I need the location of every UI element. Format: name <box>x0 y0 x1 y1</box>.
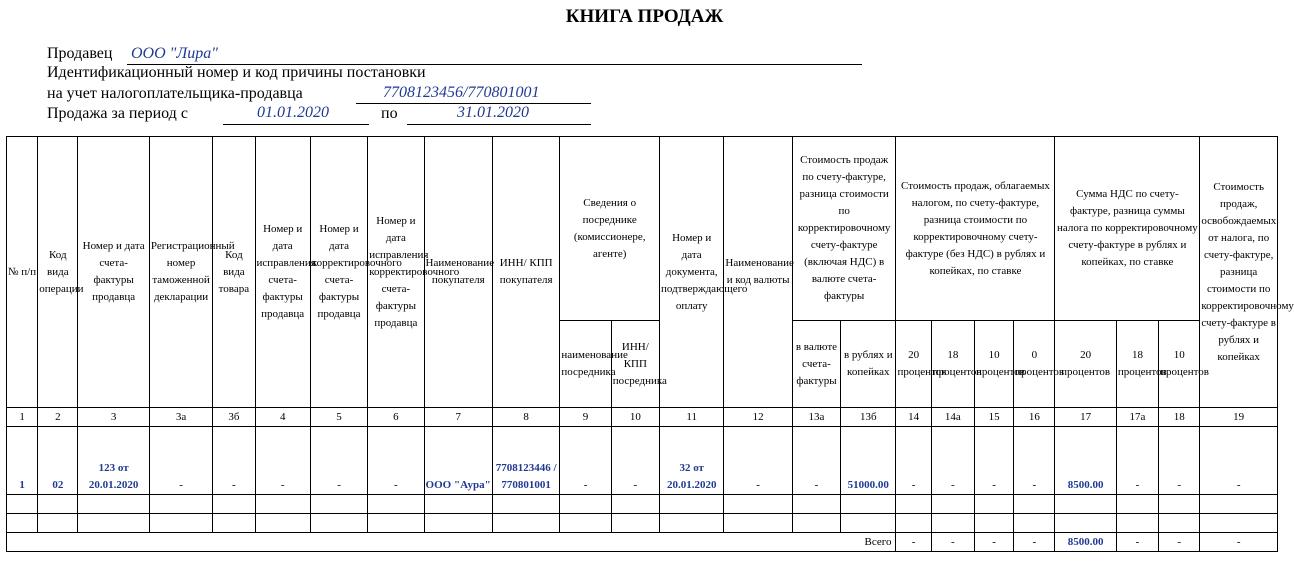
period-to-underline <box>407 124 591 125</box>
column-number: 3б <box>213 408 255 427</box>
column-number: 3а <box>149 408 212 427</box>
cell-vat-18: - <box>1116 427 1158 495</box>
column-number: 16 <box>1014 408 1055 427</box>
empty-row <box>7 514 1278 533</box>
period-to: 31.01.2020 <box>457 104 529 121</box>
column-number: 17 <box>1055 408 1116 427</box>
column-number: 13а <box>792 408 840 427</box>
cell-number: 1 <box>7 427 38 495</box>
header-cell: Стоимость продаж, облагаемых налогом, по счету-фактуре, разница стоимости по корректировочному счету-фактуре (без НДС) в рублях и копейках, по ставке <box>896 137 1055 321</box>
table-row <box>7 427 1278 495</box>
total-taxable-20: - <box>896 533 931 552</box>
document-title: КНИГА ПРОДАЖ <box>565 6 724 27</box>
column-number: 9 <box>560 408 611 427</box>
column-number: 2 <box>38 408 78 427</box>
header-cell: ИНН/ КПП покупателя <box>492 137 559 408</box>
cell-taxable-10: - <box>974 427 1013 495</box>
column-number: 11 <box>660 408 724 427</box>
column-number-row <box>7 408 1278 427</box>
cell-buyer-inn-kpp: 7708123446 / 770801001 <box>492 427 559 495</box>
header-cell: 18 процентов <box>1116 321 1158 408</box>
header-cell: Стоимость продаж, освобождаемых от налога, по счету-фактуре, разница стоимости по корректировочному счету-фактуре в рублях и копейках <box>1200 137 1278 408</box>
cell-intermediary-name: - <box>560 427 611 495</box>
cell-goods-code: - <box>213 427 255 495</box>
cell-invoice-correction: - <box>255 427 310 495</box>
header-row-top <box>7 137 1278 321</box>
header-cell: Номер и дата исправления счета-фактуры продавца <box>255 137 310 408</box>
header-cell: в рублях и копейках <box>841 321 896 408</box>
period-from-underline <box>223 124 369 125</box>
header-cell: Код вида операции <box>38 137 78 408</box>
id-label-line2: на учет налогоплательщика-продавца <box>47 85 303 102</box>
header-cell: Регистрационный номер таможенной декларации <box>149 137 212 408</box>
sales-ledger-table <box>6 136 1294 552</box>
total-taxable-10: - <box>974 533 1013 552</box>
column-number: 5 <box>310 408 367 427</box>
header-cell: Номер и дата счета-фактуры продавца <box>78 137 149 408</box>
column-number: 18 <box>1159 408 1200 427</box>
seller-value: ООО "Лира" <box>131 45 218 62</box>
header-cell: Номер и дата документа, подтверждающего оплату <box>660 137 724 408</box>
cell-vat-10: - <box>1159 427 1200 495</box>
cell-exempt: - <box>1200 427 1278 495</box>
empty-row <box>7 495 1278 514</box>
column-number: 14 <box>896 408 931 427</box>
column-number: 4 <box>255 408 310 427</box>
column-number: 13б <box>841 408 896 427</box>
column-number: 19 <box>1200 408 1278 427</box>
column-number: 14а <box>931 408 974 427</box>
total-vat-18: - <box>1116 533 1158 552</box>
cell-taxable-20: - <box>896 427 931 495</box>
column-number: 7 <box>424 408 492 427</box>
header-cell: ИНН/ КПП посредника <box>611 321 659 408</box>
column-number: 15 <box>974 408 1013 427</box>
cell-operation-code: 02 <box>38 427 78 495</box>
total-label: Всего <box>7 533 896 552</box>
header-cell: 20 процентов <box>1055 321 1116 408</box>
total-taxable-18: - <box>931 533 974 552</box>
header-cell: 18 процентов <box>931 321 974 408</box>
header-cell: Сведения о посреднике (комиссионере, агенте) <box>560 137 660 321</box>
cell-amount-currency: - <box>792 427 840 495</box>
header-cell: 10 процентов <box>1159 321 1200 408</box>
header-cell: в валюте счета-фактуры <box>792 321 840 408</box>
cell-vat-20: 8500.00 <box>1055 427 1116 495</box>
column-number: 6 <box>368 408 424 427</box>
header-cell: Наименование и код валюты <box>724 137 792 408</box>
period-from: 01.01.2020 <box>257 104 329 121</box>
header-cell: Сумма НДС по счету-фактуре, разница суммы налога по корректировочному счету-фактуре в рублях и копейках, по ставке <box>1055 137 1200 321</box>
column-number: 17а <box>1116 408 1158 427</box>
cell-payment-document: 32 от 20.01.2020 <box>660 427 724 495</box>
id-label-line1: Идентификационный номер и код причины постановки <box>47 64 426 81</box>
header-cell: Наименование покупателя <box>424 137 492 408</box>
cell-taxable-0: - <box>1014 427 1055 495</box>
header-cell: Номер и дата корректировочного счета-фактуры продавца <box>310 137 367 408</box>
cell-amount-rub: 51000.00 <box>841 427 896 495</box>
cell-invoice: 123 от 20.01.2020 <box>78 427 149 495</box>
column-number: 1 <box>7 408 38 427</box>
cell-adjustment-invoice: - <box>310 427 367 495</box>
header-cell: Код вида товара <box>213 137 255 408</box>
seller-label: Продавец <box>47 45 113 62</box>
column-number: 3 <box>78 408 149 427</box>
cell-customs-declaration: - <box>149 427 212 495</box>
column-number: 8 <box>492 408 559 427</box>
cell-buyer-name: ООО "Аура" <box>424 427 492 495</box>
header-cell: № п/п <box>7 137 38 408</box>
header-cell: Номер и дата исправления корректировочного счета-фактуры продавца <box>368 137 424 408</box>
cell-intermediary-inn: - <box>611 427 659 495</box>
header-cell: Стоимость продаж по счету-фактуре, разница стоимости по корректировочному счету-фактуре (включая НДС) в валюте счета-фактуры <box>792 137 896 321</box>
header-cell: 0 процентов <box>1014 321 1055 408</box>
total-row <box>7 533 1278 552</box>
column-number: 10 <box>611 408 659 427</box>
cell-adjustment-correction: - <box>368 427 424 495</box>
cell-taxable-18: - <box>931 427 974 495</box>
total-exempt: - <box>1200 533 1278 552</box>
total-vat-10: - <box>1159 533 1200 552</box>
header-cell: наименование посредника <box>560 321 611 408</box>
header-cell: 10 процентов <box>974 321 1013 408</box>
inn-kpp-value: 7708123456/770801001 <box>383 84 540 101</box>
cell-currency: - <box>724 427 792 495</box>
period-label: Продажа за период с <box>47 105 188 122</box>
total-taxable-0: - <box>1014 533 1055 552</box>
total-vat-20: 8500.00 <box>1055 533 1116 552</box>
header-cell: 20 процентов <box>896 321 931 408</box>
period-to-label: по <box>381 105 398 122</box>
column-number: 12 <box>724 408 792 427</box>
